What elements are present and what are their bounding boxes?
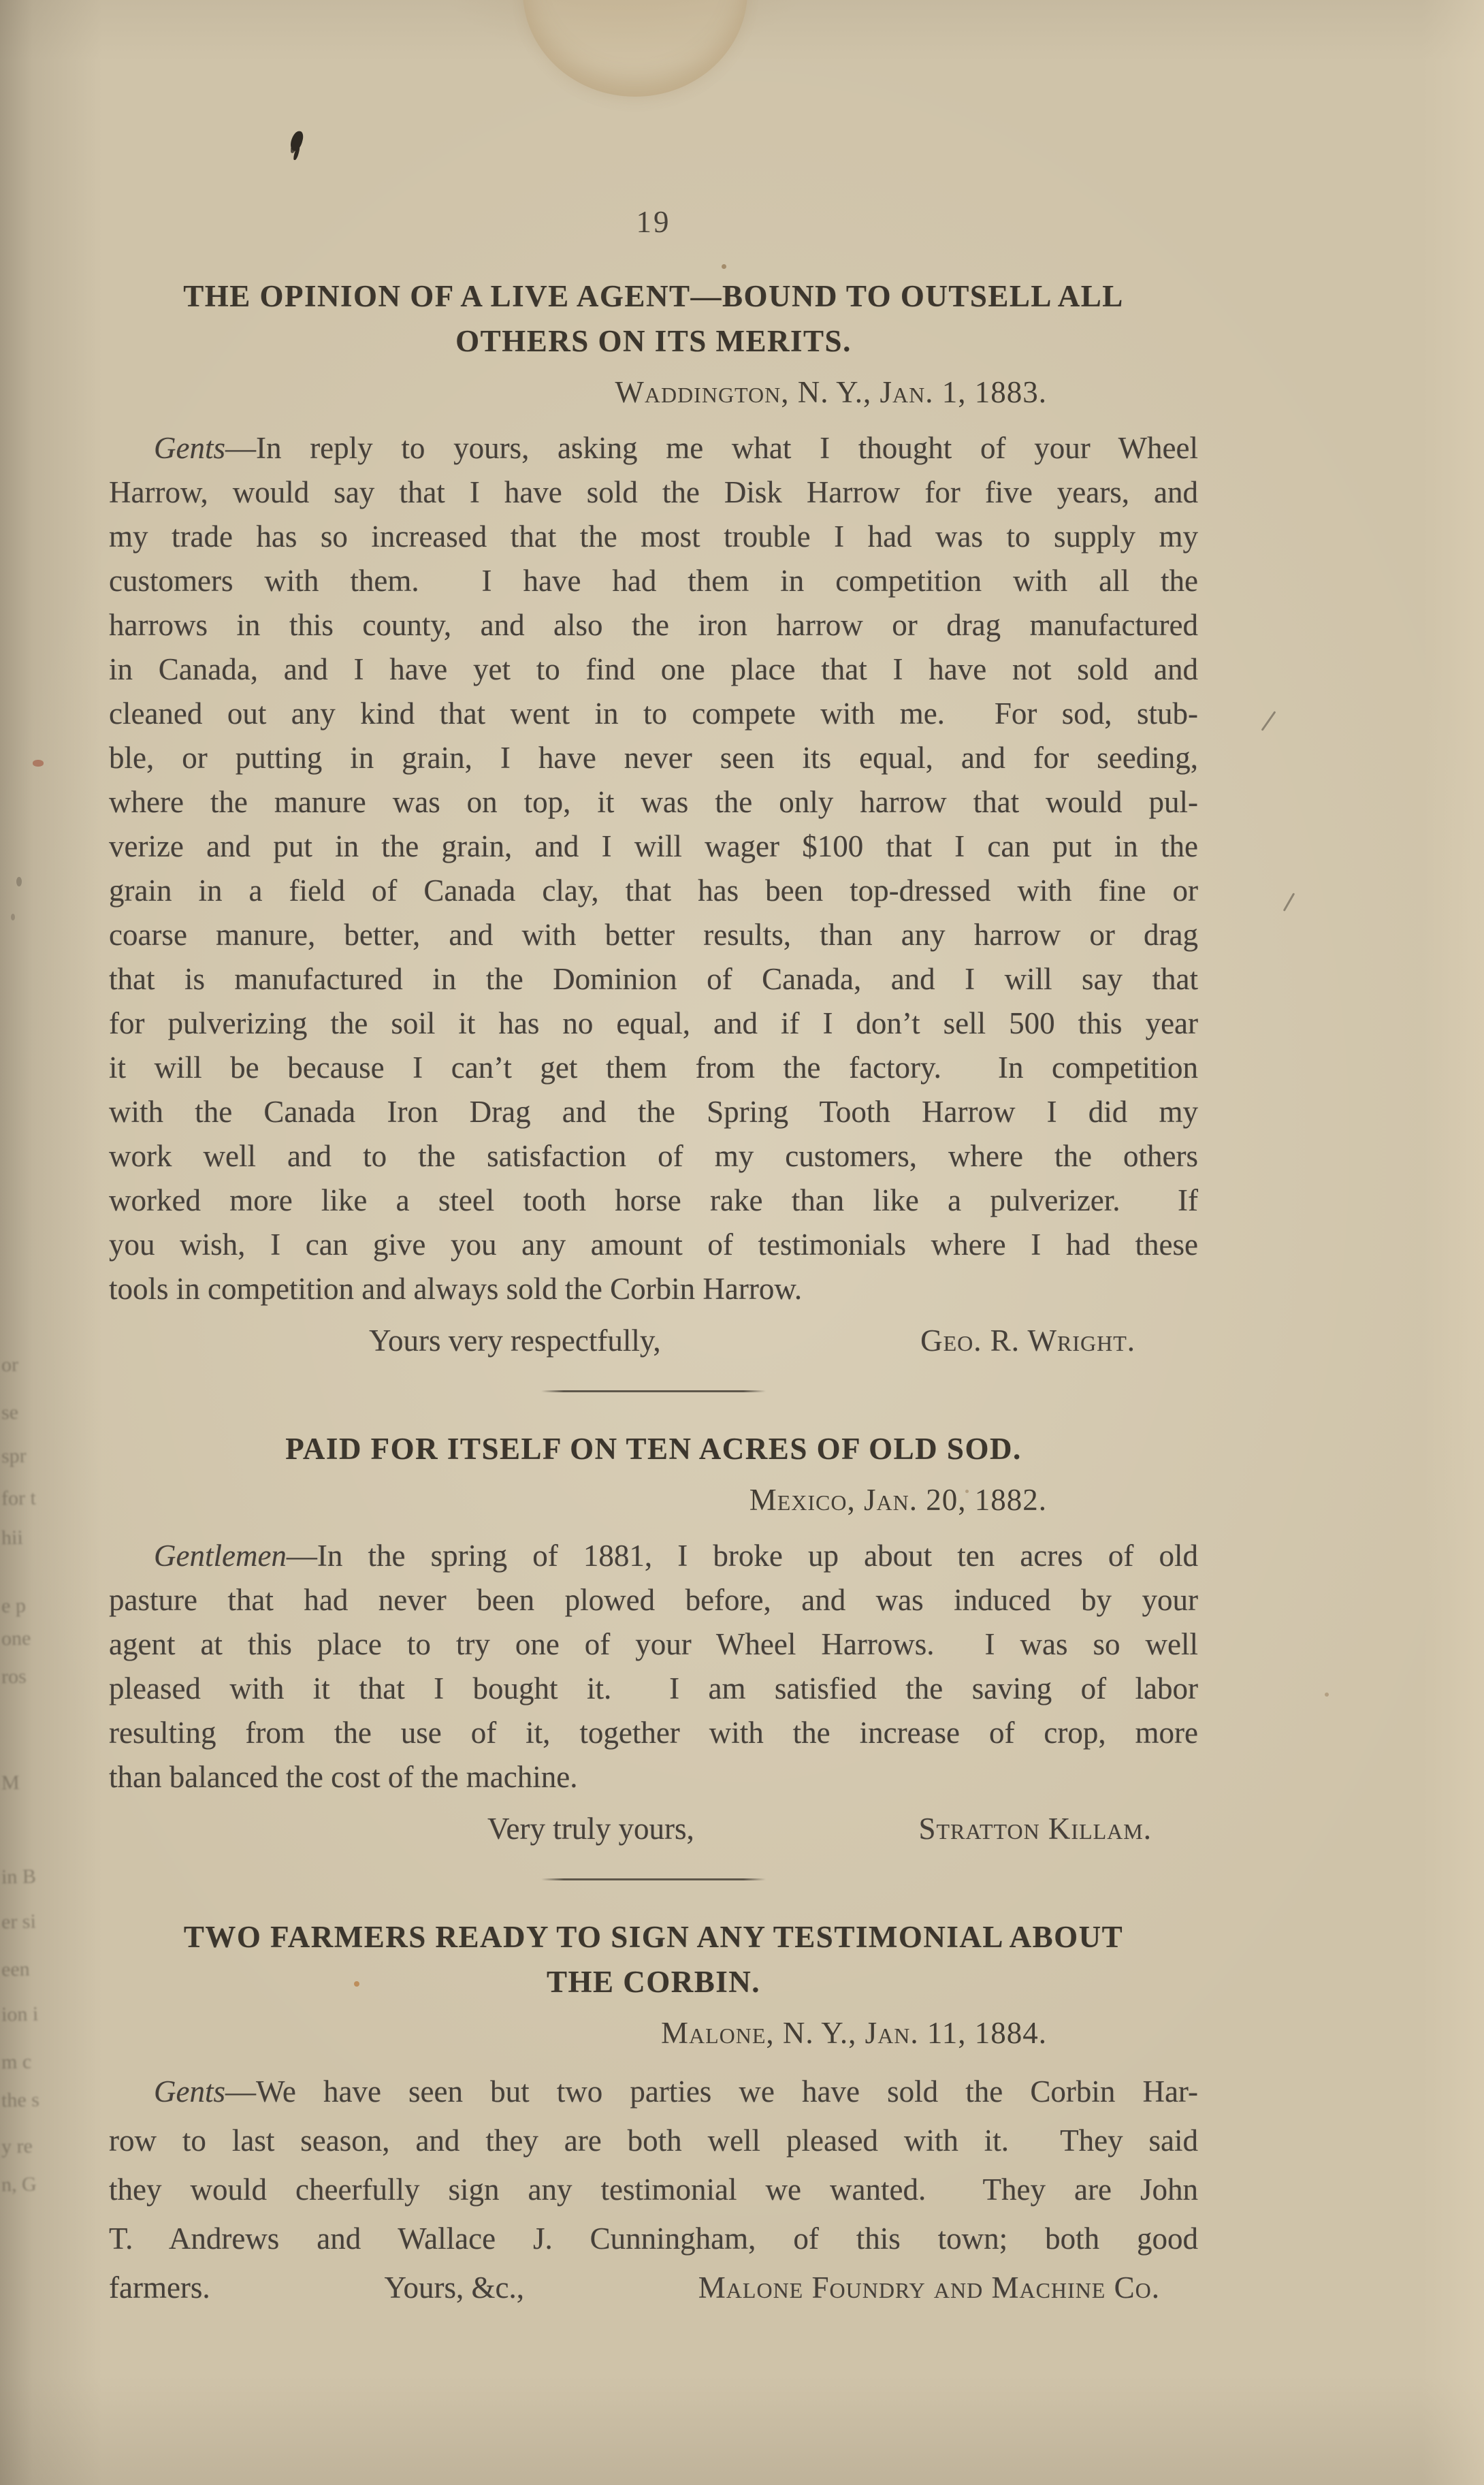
ghost-text-fragment: er si: [1, 1910, 37, 1934]
ghost-text-fragment: one: [1, 1626, 31, 1650]
letter-1-body: [109, 426, 1198, 1311]
body-line: that is manufactured in the Dominion of Canada, and I will say that: [109, 962, 1198, 996]
closing-phrase: Yours, &c.,: [384, 2271, 524, 2305]
paper-speck: [11, 914, 15, 920]
body-line: row to last season, and they are both well pleased with it. They said: [109, 2123, 1198, 2158]
letter-1-dateline: Waddington, N. Y., Jan. 1, 1883.: [615, 375, 1047, 409]
signature-name: Geo. R. Wright.: [920, 1324, 1135, 1358]
body-line: where the manure was on top, it was the only harrow that would pul-: [109, 785, 1198, 819]
heading-line: TWO FARMERS READY TO SIGN ANY TESTIMONIAL ABOUT: [183, 1920, 1124, 1954]
ghost-text-fragment: M: [1, 1771, 20, 1795]
body-line-text: —In the spring of 1881, I broke up about ten acres of old: [286, 1539, 1198, 1573]
salutation: Gentlemen: [154, 1539, 287, 1573]
body-line: you wish, I can give you any amount of testimonials where I had these: [109, 1228, 1198, 1262]
testimonial-letter-1: [109, 274, 1198, 1359]
body-line: verize and put in the grain, and I will wager $100 that I can put in the: [109, 829, 1198, 863]
body-line: worked more like a steel tooth horse rake than like a pulverizer. If: [109, 1183, 1198, 1217]
body-line-text: —We have seen but two parties we have sold the Corbin Har-: [225, 2074, 1198, 2109]
body-line: [109, 426, 1198, 470]
body-line: [109, 1534, 1198, 1578]
salutation: Gents: [154, 2074, 225, 2109]
ghost-text-fragment: y re: [1, 2134, 33, 2158]
body-line: coarse manure, better, and with better results, than any harrow or drag: [109, 918, 1198, 952]
body-line: agent at this place to try one of your Wheel Harrows. I was so well: [109, 1627, 1198, 1661]
ghost-text-fragment: ion i: [1, 2002, 39, 2026]
letter-1-signature-row: [109, 1322, 1198, 1359]
signature-name: Stratton Killam.: [918, 1812, 1152, 1846]
letter-3-heading: [109, 1914, 1198, 2004]
ghost-text-fragment: spr: [1, 1444, 27, 1468]
body-line: they would cheerfully sign any testimonial we wanted. They are John: [109, 2173, 1198, 2207]
page-content: [109, 0, 1198, 2312]
page-number: 19: [636, 205, 671, 239]
ghost-text-fragment: m c: [1, 2050, 32, 2074]
heading-line: PAID FOR ITSELF ON TEN ACRES OF OLD SOD.: [285, 1432, 1022, 1466]
ghost-text-fragment: in B: [1, 1865, 37, 1889]
body-line: customers with them. I have had them in competition with all the: [109, 564, 1198, 598]
letter-2-heading: [109, 1426, 1198, 1471]
heading-line: THE CORBIN.: [546, 1965, 761, 1999]
body-line: [109, 2067, 1198, 2116]
letter-3-last-line: [109, 2263, 1198, 2312]
page-gutter-edge: [0, 0, 48, 2485]
heading-line: THE OPINION OF A LIVE AGENT—BOUND TO OUTSELL ALL: [183, 279, 1124, 313]
body-line: ble, or putting in grain, I have never seen its equal, and for seeding,: [109, 741, 1198, 775]
body-line: work well and to the satisfaction of my customers, where the others: [109, 1139, 1198, 1173]
letter-2-body: [109, 1534, 1198, 1799]
ghost-text-fragment: or: [1, 1353, 19, 1377]
ghost-text-fragment: hii: [1, 1526, 23, 1550]
testimonial-letter-2: [109, 1426, 1198, 1847]
signature-name: Malone Foundry and Machine Co.: [698, 2271, 1160, 2305]
body-line: tools in competition and always sold the Corbin Harrow.: [109, 1272, 803, 1306]
body-line: in Canada, and I have yet to find one place that I have not sold and: [109, 652, 1198, 686]
ghost-text-fragment: for t: [1, 1486, 37, 1510]
ghost-text-fragment: e p: [1, 1594, 27, 1618]
body-line: my trade has so increased that the most trouble I had was to supply my: [109, 519, 1198, 554]
ghost-text-fragment: n, G: [1, 2173, 37, 2196]
section-divider: [541, 1390, 766, 1392]
body-line: cleaned out any kind that went in to compete with me. For sod, stub-: [109, 696, 1198, 731]
heading-line: OTHERS ON ITS MERITS.: [455, 324, 852, 358]
body-line-text: farmers.: [109, 2271, 210, 2305]
salutation: Gents: [154, 431, 225, 465]
body-line: it will be because I can’t get them from the factory. In competition: [109, 1051, 1198, 1085]
paper-speck: [1325, 1693, 1329, 1697]
body-line: with the Canada Iron Drag and the Spring Tooth Harrow I did my: [109, 1095, 1198, 1129]
body-line: T. Andrews and Wallace J. Cunningham, of this town; both good: [109, 2222, 1198, 2256]
body-line: pasture that had never been plowed before, and was induced by your: [109, 1583, 1198, 1617]
body-line: for pulverizing the soil it has no equal, and if I don’t sell 500 this year: [109, 1006, 1198, 1040]
ghost-text-fragment: ros: [1, 1665, 27, 1688]
paper-speck: [16, 877, 22, 886]
body-line: than balanced the cost of the machine.: [109, 1760, 578, 1794]
body-line: harrows in this county, and also the iron harrow or drag manufactured: [109, 608, 1198, 642]
letter-2-dateline: Mexico, Jan. 20, 1882.: [749, 1483, 1047, 1517]
pencil-mark: [1283, 893, 1295, 911]
ghost-text-fragment: the s: [1, 2088, 40, 2112]
body-line-text: —In reply to yours, asking me what I thought of your Wheel: [225, 431, 1198, 465]
letter-3-body: [109, 2067, 1198, 2312]
ghost-text-fragment: se: [1, 1400, 19, 1424]
paper-speck: [33, 760, 44, 767]
closing-phrase: Very truly yours,: [487, 1812, 694, 1846]
pencil-mark: [1261, 711, 1276, 731]
closing-phrase: Yours very respectfully,: [369, 1324, 661, 1358]
ghost-text-fragment: een: [1, 1957, 30, 1981]
section-divider: [541, 1878, 766, 1880]
testimonial-letter-3: [109, 1914, 1198, 2312]
body-line: grain in a field of Canada clay, that has been top-dressed with fine or: [109, 873, 1198, 908]
letter-2-signature-row: [109, 1810, 1198, 1847]
letter-1-heading: [109, 274, 1198, 364]
letter-3-dateline: Malone, N. Y., Jan. 11, 1884.: [660, 2016, 1047, 2050]
body-line: pleased with it that I bought it. I am satisfied the saving of labor: [109, 1671, 1198, 1705]
body-line: resulting from the use of it, together with the increase of crop, more: [109, 1716, 1198, 1750]
body-line: Harrow, would say that I have sold the Disk Harrow for five years, and: [109, 475, 1198, 509]
